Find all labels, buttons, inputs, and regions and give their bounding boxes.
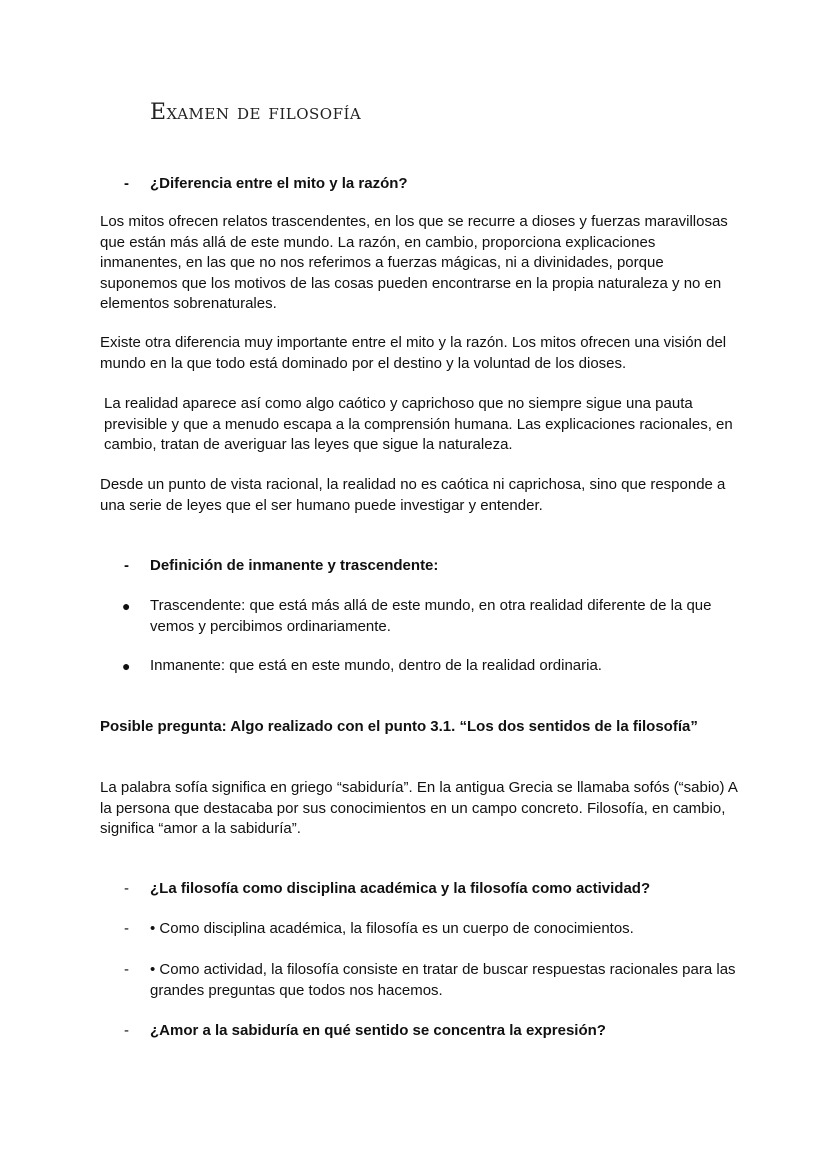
- paragraph-sofia: La palabra sofía significa en griego “sabiduría”. En la antigua Grecia se llamaba sofós (“sabio) A la persona que destacaba por sus conocimientos en un campo concreto. Filosofía, en cambio, significa “amor a la sabiduría”.: [100, 779, 738, 837]
- bullet-marker: ●: [122, 598, 131, 614]
- paragraph-realidad-caotica: La realidad aparece así como algo caótico y caprichoso que no siempre sigue una pauta previsible y que a menudo escapa a la comprensión humana. Las explicaciones racionales, en cambio, tratan de averiguar las leyes que sigue la naturaleza.: [104, 395, 733, 453]
- dash-marker: -: [124, 1022, 129, 1039]
- question-text: ¿La filosofía como disciplina académica y la filosofía como actividad?: [150, 880, 651, 897]
- item-text: • Como actividad, la filosofía consiste en tratar de buscar respuestas racionales para las grandes preguntas que todos nos hacemos.: [150, 961, 736, 999]
- paragraph-punto-vista-racional: Desde un punto de vista racional, la realidad no es caótica ni caprichosa, sino que responde a una serie de leyes que el ser humano puede investigar y entender.: [100, 476, 726, 514]
- posible-pregunta-heading: Posible pregunta: Algo realizado con el punto 3.1. “Los dos sentidos de la filosofía”: [100, 718, 698, 735]
- bullet-marker: ●: [122, 658, 131, 674]
- question-text: ¿Amor a la sabiduría en qué sentido se concentra la expresión?: [150, 1022, 606, 1039]
- dash-marker: -: [124, 175, 129, 192]
- dash-marker: -: [124, 961, 129, 978]
- paragraph-mitos-relatos: Los mitos ofrecen relatos trascendentes, en los que se recurre a dioses y fuerzas maravillosas que están más allá de este mundo. La razón, en cambio, proporciona explicaciones inmanentes, en las que no nos referimos a fuerzas mágicas, ni a divinidades, porque suponemos que los motivos de las cosas pueden encontrarse en la propia naturaleza y no en elementos sobrenaturales.: [100, 213, 728, 312]
- document-title: Examen de filosofía: [150, 100, 362, 125]
- paragraph-otra-diferencia: Existe otra diferencia muy importante entre el mito y la razón. Los mitos ofrecen una visión del mundo en la que todo está dominado por el destino y la voluntad de los dioses.: [100, 334, 727, 372]
- bullet-text: Inmanente: que está en este mundo, dentro de la realidad ordinaria.: [150, 657, 602, 674]
- question-text: Definición de inmanente y trascendente:: [150, 557, 439, 574]
- dash-marker: -: [124, 920, 129, 937]
- dash-marker: -: [124, 880, 129, 897]
- bullet-text: Trascendente: que está más allá de este mundo, en otra realidad diferente de la que vemos y percibimos ordinariamente.: [150, 597, 712, 635]
- dash-marker: -: [124, 557, 129, 574]
- item-text: • Como disciplina académica, la filosofía es un cuerpo de conocimientos.: [150, 920, 634, 937]
- question-text: ¿Diferencia entre el mito y la razón?: [150, 175, 408, 192]
